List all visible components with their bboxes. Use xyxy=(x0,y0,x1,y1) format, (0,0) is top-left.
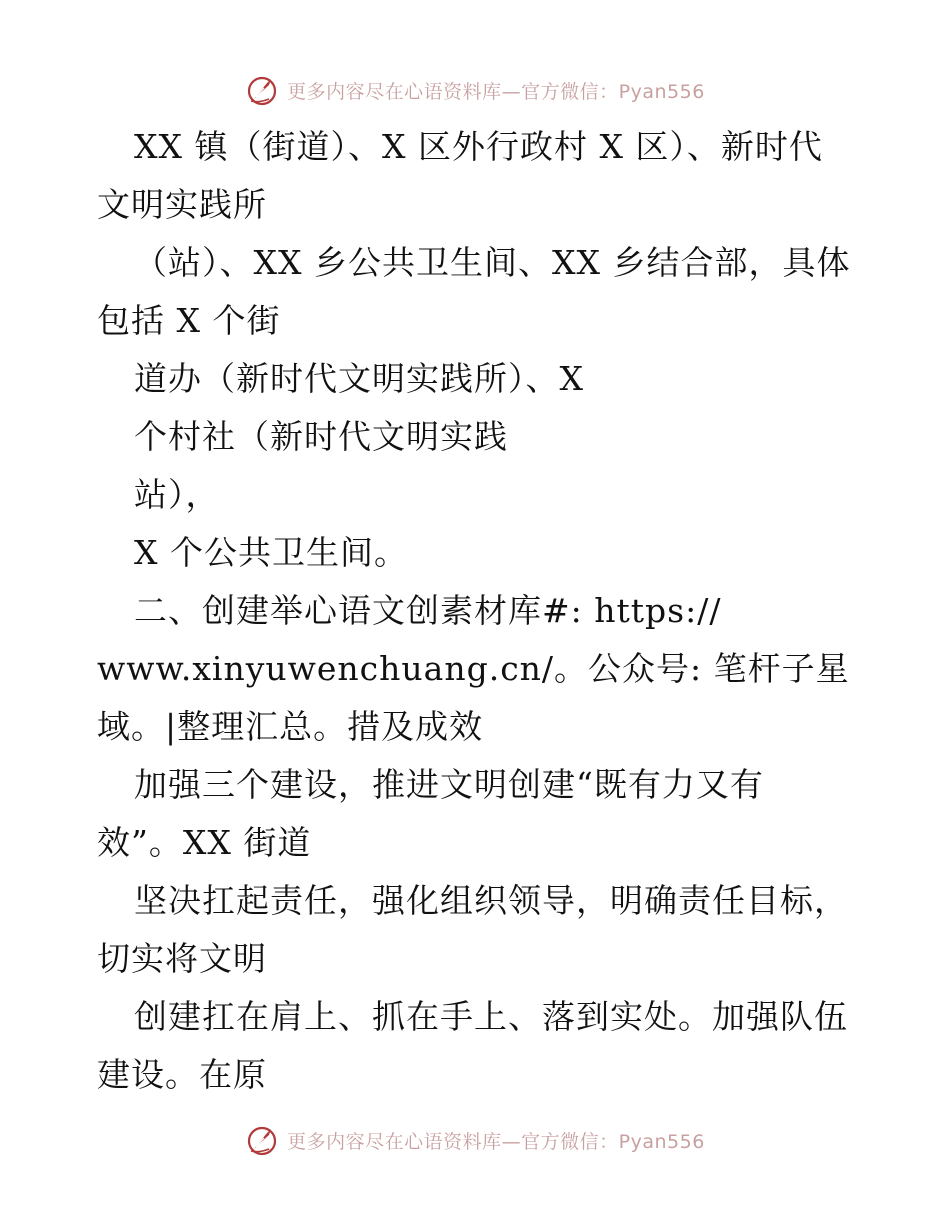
body-line: www.xinyuwenchuang.cn/。公众号: 笔杆子星 xyxy=(97,649,850,688)
body-line: X 个公共卫生间。 xyxy=(134,533,408,572)
body-line: 域。|整理汇总。措及成效 xyxy=(97,707,484,746)
watermark-text: 更多内容尽在心语资料库—官方微信：Pyan556 xyxy=(287,1130,705,1153)
body-line: 切实将文明 xyxy=(97,939,267,978)
body-line: 建设。在原 xyxy=(97,1055,267,1094)
body-line: 个村社（新时代文明实践 xyxy=(134,417,508,456)
body-line: （站）、XX 乡公共卫生间、XX 乡结合部，具体 xyxy=(134,243,851,282)
body-line: 创建扛在肩上、抓在手上、落到实处。加强队伍 xyxy=(134,997,848,1036)
body-line: 二、创建举心语文创素材库#: https:// xyxy=(134,591,722,630)
body-line: 坚决扛起责任，强化组织领导，明确责任目标， xyxy=(134,881,848,920)
quill-logo-icon xyxy=(245,1123,279,1157)
body-line: 站）， xyxy=(134,475,220,514)
body-line: 加强三个建设，推进文明创建“既有力又有 xyxy=(134,765,764,804)
quill-logo-icon xyxy=(245,73,279,107)
body-line: 文明实践所 xyxy=(97,185,267,224)
body-line: 道办（新时代文明实践所）、X xyxy=(134,359,584,398)
body-line: XX 镇（街道）、X 区外行政村 X 区）、新时代 xyxy=(134,127,823,166)
body-line: 效”。XX 街道 xyxy=(97,823,312,862)
watermark-text: 更多内容尽在心语资料库—官方微信：Pyan556 xyxy=(287,80,705,103)
header-watermark xyxy=(0,70,950,110)
body-line: 包括 X 个街 xyxy=(97,301,281,340)
footer-watermark xyxy=(0,1120,950,1160)
